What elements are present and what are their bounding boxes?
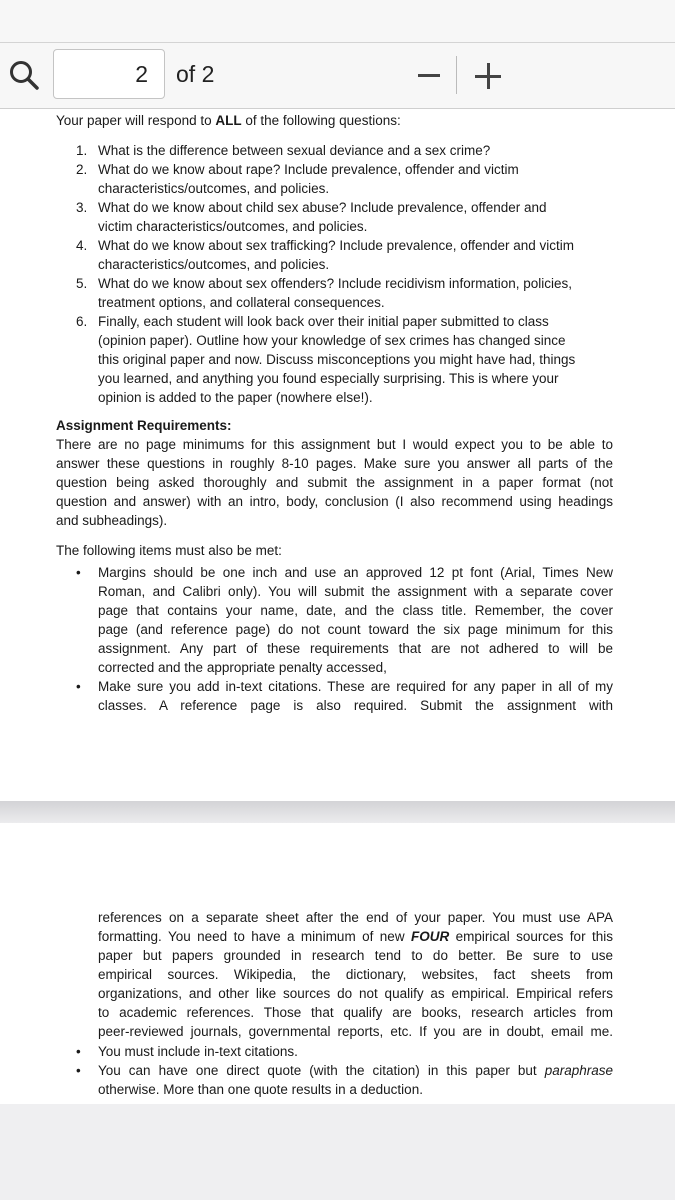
list-number: 1. — [76, 142, 88, 158]
bullet-icon: • — [76, 1062, 81, 1078]
items-intro — [56, 541, 613, 560]
document-page-1 — [0, 109, 675, 801]
bullet-icon: • — [76, 1043, 81, 1059]
line: question being asked thoroughly and submit the assignment in a paper format (not — [56, 474, 613, 490]
line: question and answer) with an intro, body, conclusion (I also recommend using headings — [56, 493, 613, 509]
list-number: 3. — [76, 199, 88, 215]
line: treatment options, and collateral consequences. — [98, 294, 385, 310]
line: (opinion paper). Outline how your knowledge of sex crimes has changed since — [98, 332, 566, 348]
line: There are no page minimums for this assignment but I would expect you to be able to — [56, 436, 613, 452]
bullet-item — [98, 1042, 613, 1061]
section-heading: Assignment Requirements: — [56, 417, 232, 433]
text: Your paper will respond to — [56, 112, 216, 128]
list-item — [98, 274, 613, 312]
pdf-toolbar — [0, 43, 675, 109]
line: What do we know about child sex abuse? Include prevalence, offender and — [98, 199, 547, 215]
list-number: 5. — [76, 275, 88, 291]
line: characteristics/outcomes, and policies. — [98, 180, 330, 196]
list-number: 4. — [76, 237, 88, 253]
list-item — [98, 141, 613, 160]
zoom-out-button[interactable] — [418, 74, 440, 77]
bullet-icon: • — [76, 678, 81, 694]
line: references on a separate sheet after the end of your paper. You must use APA — [98, 909, 613, 925]
bullet-continuation — [98, 908, 613, 1041]
bullet-icon: • — [76, 564, 81, 580]
list-number: 2. — [76, 161, 88, 177]
line: peer-reviewed journals, governmental reports, etc. If you are in doubt, email me. — [98, 1023, 613, 1039]
list-item — [98, 198, 613, 236]
status-bar — [0, 0, 675, 43]
zoom-in-button[interactable] — [475, 63, 501, 89]
line — [98, 927, 613, 946]
line: assignment. Any part of these requirements that are not adhered to will be — [98, 640, 613, 656]
line: otherwise. More than one quote results in a deduction. — [98, 1081, 423, 1097]
line: characteristics/outcomes, and policies. — [98, 256, 330, 272]
list-item — [98, 160, 613, 198]
line: empirical sources. Wikipedia, the dictionary, websites, fact sheets from — [98, 966, 613, 982]
line: You must include in-text citations. — [98, 1043, 298, 1059]
intro-text — [56, 111, 613, 130]
line: Finally, each student will look back over their initial paper submitted to class — [98, 313, 549, 329]
line: to academic references. Those that qualify are books, research articles from — [98, 1004, 613, 1020]
requirements-section — [56, 416, 613, 530]
line: paper but papers grounded in research tend to do better. Be sure to use — [98, 947, 613, 963]
line: corrected and the appropriate penalty accessed, — [98, 659, 387, 675]
text: formatting. You need to have a minimum of new — [98, 928, 411, 944]
line: Roman, and Calibri only). You will submit the assignment with a separate cover — [98, 583, 613, 599]
line: What is the difference between sexual deviance and a sex crime? — [98, 142, 491, 158]
line: page (and reference page) do not count toward the six page minimum for this — [98, 621, 613, 637]
page-separator — [0, 801, 675, 823]
page-number-input[interactable]: 2 — [53, 49, 165, 99]
line: this original paper and now. Discuss misconceptions you might have had, things — [98, 351, 576, 367]
document-page-2 — [0, 823, 675, 1104]
line: Make sure you add in-text citations. These are required for any paper in all of my — [98, 678, 613, 694]
line: you learned, and anything you found especially surprising. This is where your — [98, 370, 559, 386]
line: and subheadings). — [56, 512, 168, 528]
emphasis-all: ALL — [215, 112, 242, 128]
line: page that contains your name, date, and the class title. Remember, the cover — [98, 602, 613, 618]
text: of the following questions: — [241, 112, 401, 128]
line: opinion is added to the paper (nowhere else!). — [98, 389, 373, 405]
line: What do we know about sex offenders? Include recidivism information, policies, — [98, 275, 572, 291]
list-item — [98, 236, 613, 274]
line: victim characteristics/outcomes, and policies. — [98, 218, 368, 234]
line — [98, 1061, 613, 1080]
text: You can have one direct quote (with the citation) in this paper but — [98, 1062, 545, 1078]
line: organizations, and other like sources do not qualify as empirical. Empirical refers — [98, 985, 613, 1001]
bullet-item — [98, 563, 613, 677]
line: classes. A reference page is also required. Submit the assignment with — [98, 697, 613, 713]
page-total-label: of 2 — [176, 61, 215, 87]
emphasis-paraphrase: paraphrase — [544, 1062, 613, 1078]
list-number: 6. — [76, 313, 88, 329]
list-item — [98, 312, 613, 407]
line: The following items must also be met: — [56, 542, 282, 558]
line: What do we know about rape? Include prevalence, offender and victim — [98, 161, 519, 177]
emphasis-four: FOUR — [411, 928, 450, 944]
bullet-item — [98, 1061, 613, 1099]
line: What do we know about sex trafficking? Include prevalence, offender and victim — [98, 237, 575, 253]
line: answer these questions in roughly 8-10 pages. Make sure you answer all parts of the — [56, 455, 613, 471]
toolbar-divider — [456, 56, 457, 94]
line: Margins should be one inch and use an approved 12 pt font (Arial, Times New — [98, 564, 613, 580]
bullet-item — [98, 677, 613, 715]
text: empirical sources for this — [449, 928, 613, 944]
search-icon[interactable] — [6, 57, 42, 93]
